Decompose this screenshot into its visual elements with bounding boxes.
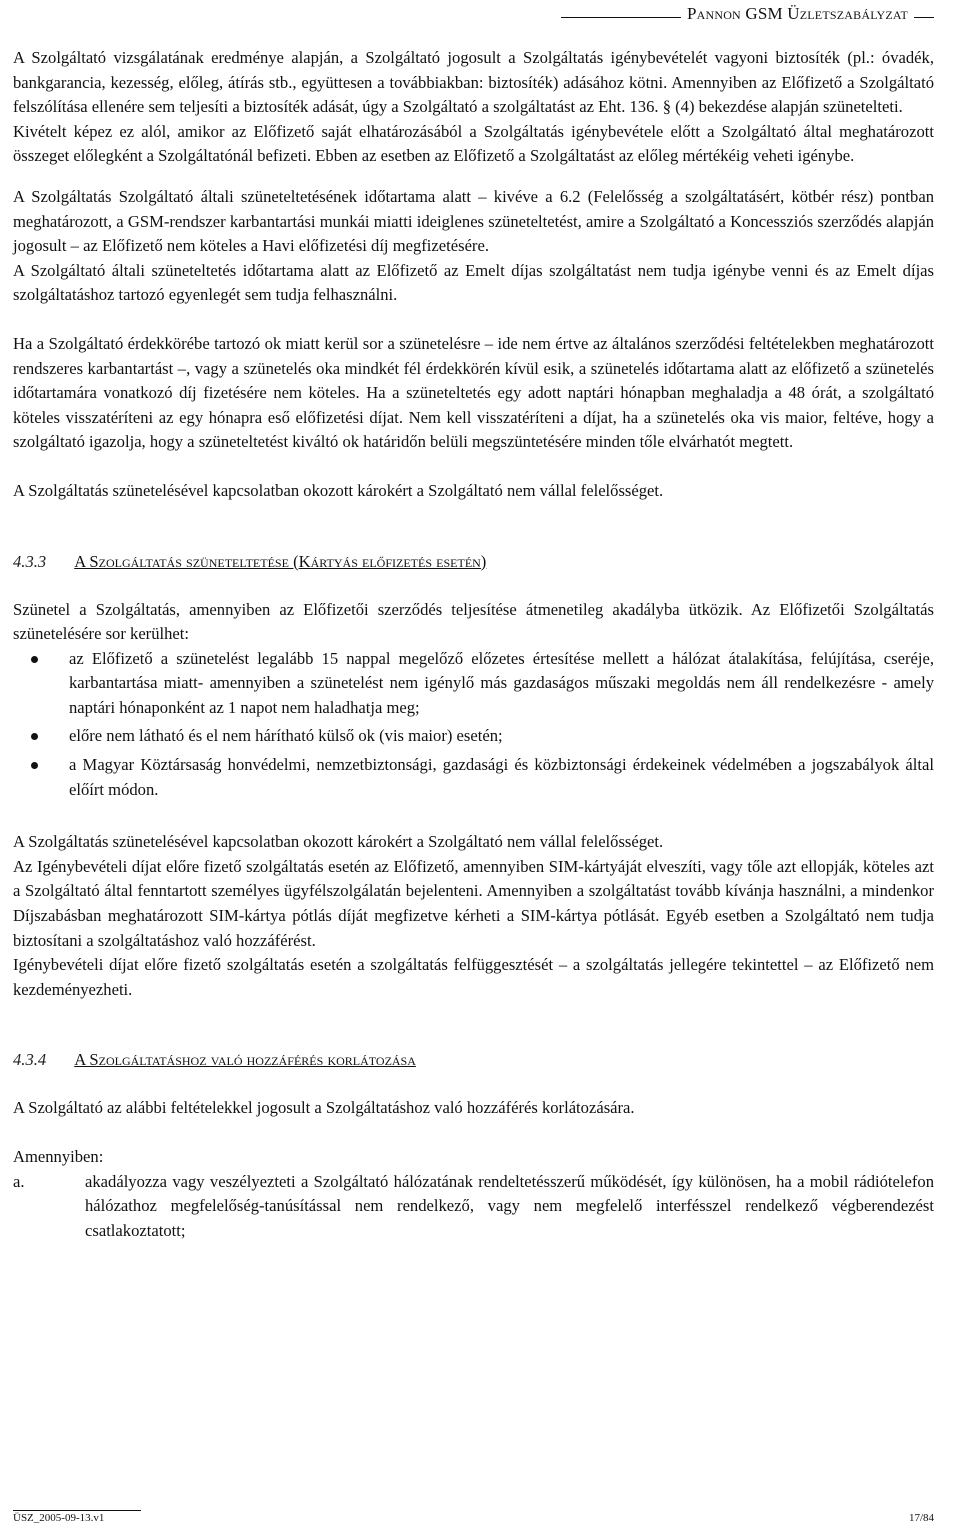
list-item	[13, 647, 934, 721]
paragraph: Ha a Szolgáltató érdekkörébe tartozó ok miatt kerül sor a szünetelésre – ide nem értve az általános szerződési feltételekben meghatározott rendszeres karbantartást –, vagy a szünetelés oka mindkét fél érdekkörén kívül esik, a szünetelés időtartama alatt az előfizető a szünetelés időtartamára vonatkozó díj fizetésére nem köteles. Ha a szüneteltetés egy adott naptári hónapban meghaladja a 48 órát, a szolgáltató köteles visszatéríteni az egy hónapra eső előfizetési díjat. Nem kell visszatéríteni a díjat, ha a szünetelés oka vis maior, feltéve, hogy a szolgáltató igazolja, hogy a szüneteltetést kiváltó ok határidőn belüli megszüntetésére minden tőle elvárhatót megtett.	[13, 333, 934, 452]
paragraph: A Szolgáltató általi szüneteltetés időtartama alatt az Előfizető az Emelt díjas szolgáltatást nem tudja igénybe venni és az Emelt díjas szolgáltatáshoz tartozó egyenlegét sem tudja felhasználni.	[13, 260, 934, 305]
list-item-text: akadályozza vagy veszélyezteti a Szolgáltató hálózatának rendeltetésszerű működését, így különösen, ha a mobil rádiótelefon hálózathoz megfelelőség-tanúsítással nem rendelkező, vagy nem megfelelő interfésszel rendelkező végberendezést csatlakoztatott;	[85, 1171, 934, 1240]
paragraph: Az Igénybevételi díjat előre fizető szolgáltatás esetén az Előfizető, amennyiben SIM-kártyáját elveszíti, vagy tőle azt ellopják, köteles azt a Szolgáltató által fenntartott személyes ügyfélszolgálatán bejelenteni. Amennyiben a szolgáltatást tovább kívánja használni, a mindenkor Díjszabásban meghatározott SIM-kártya pótlás díját megfizetve kérheti a SIM-kártya pótlását. Egyéb esetben a Szolgáltató nem tudja biztosítani a szolgáltatáshoz való hozzáférést.	[13, 856, 934, 950]
paragraph: A Szolgáltató vizsgálatának eredménye alapján, a Szolgáltató jogosult a Szolgáltatás igénybevételét vagyoni biztosíték (pl.: óvadék, bankgarancia, kezesség, előleg, átírás stb., együttesen a továbbiakban: biztosíték) adásához kötni. Amennyiben az Előfizető a Szolgáltató felszólítása ellenére sem teljesíti a biztosíték adását, úgy a Szolgáltató a szolgáltatást az Eht. 136. § (4) bekezdése alapján szünetelteti.	[13, 48, 934, 117]
list-item	[13, 1170, 934, 1244]
document-page	[13, 0, 934, 1526]
paragraph: Amennyiben:	[13, 1147, 104, 1166]
list-item-text: előre nem látható és el nem hárítható külső ok (vis maior) esetén;	[69, 726, 503, 746]
section-number: 4.3.4	[13, 1050, 47, 1070]
section-number: 4.3.3	[13, 551, 47, 571]
document-body	[13, 46, 934, 1243]
footer-doc-id: ÜSZ_2005-09-13.v1	[13, 1512, 105, 1524]
paragraph: A Szolgáltató az alábbi feltételekkel jogosult a Szolgáltatáshoz való hozzáférés korlátozására.	[13, 1098, 635, 1118]
section-title: A Szolgáltatáshoz való hozzáférés korlátozása	[74, 1050, 416, 1070]
footer-page-number: 17/84	[908, 1512, 934, 1524]
section-heading-433	[13, 550, 934, 574]
list-item	[13, 724, 934, 749]
section-heading-434	[13, 1048, 934, 1072]
list-marker: a.	[13, 1171, 25, 1191]
list-item-text: az Előfizető a szünetelést legalább 15 nappal megelőző előzetes értesítése mellett a hálózat átalakítása, felújítása, cseréje, karbantartása miatt- amennyiben a szünetelést nem igénylő más gazdaságos műszaki megoldás nem áll rendelkezésre - amely naptári hónaponként az 1 napot nem haladhatja meg;	[69, 648, 934, 717]
page-header	[561, 4, 934, 24]
paragraph: Kivételt képez ez alól, amikor az Előfizető saját elhatározásából a Szolgáltatás igénybevétele előtt a Szolgáltató által meghatározott összeget előlegként a Szolgáltatónál befizeti. Ebben az esetben az Előfizető a Szolgáltatást az előleg mértékéig veheti igénybe.	[13, 121, 934, 166]
header-title: Pannon GSM Üzletszabályzat	[686, 4, 908, 23]
list-item-text: a Magyar Köztársaság honvédelmi, nemzetbiztonsági, gazdasági és közbiztonsági érdekeinek védelmében a jogszabályok által előírt módon.	[69, 755, 934, 799]
bullet-list	[13, 647, 934, 803]
bullet-icon	[31, 733, 38, 740]
footer-rule	[13, 1510, 141, 1511]
lettered-list	[13, 1170, 934, 1244]
list-item	[13, 753, 934, 802]
bullet-icon	[31, 762, 38, 769]
paragraph: A Szolgáltatás Szolgáltató általi szüneteltetésének időtartama alatt – kivéve a 6.2 (Felelősség a szolgáltatásért, kötbér rész) pontban meghatározott, a GSM-rendszer karbantartási munkái miatti ideiglenes szüneteltetést, amire a Szolgáltató a Koncessziós szerződés alapján jogosult – az Előfizető nem köteles a Havi előfizetési díj megfizetésére.	[13, 186, 934, 256]
paragraph: A Szolgáltatás szünetelésével kapcsolatban okozott károkért a Szolgáltató nem vállal felelősséget.	[13, 480, 664, 500]
paragraph: A Szolgáltatás szünetelésével kapcsolatban okozott károkért a Szolgáltató nem vállal felelősséget.	[13, 832, 664, 852]
header-rule-tail	[914, 17, 934, 18]
paragraph: Igénybevételi díjat előre fizető szolgáltatás esetén a szolgáltatás felfüggesztését – a szolgáltatás jellegére tekintettel – az Előfizető nem kezdeményezheti.	[13, 955, 934, 999]
bullet-icon	[31, 656, 38, 663]
header-rule	[561, 17, 681, 18]
paragraph: Szünetel a Szolgáltatás, amennyiben az Előfizetői szerződés teljesítése átmenetileg akadályba ütközik. Az Előfizetői Szolgáltatás szünetelésére sor kerülhet:	[13, 599, 934, 644]
section-title: A Szolgáltatás szüneteltetése (Kártyás előfizetés esetén)	[74, 551, 487, 571]
